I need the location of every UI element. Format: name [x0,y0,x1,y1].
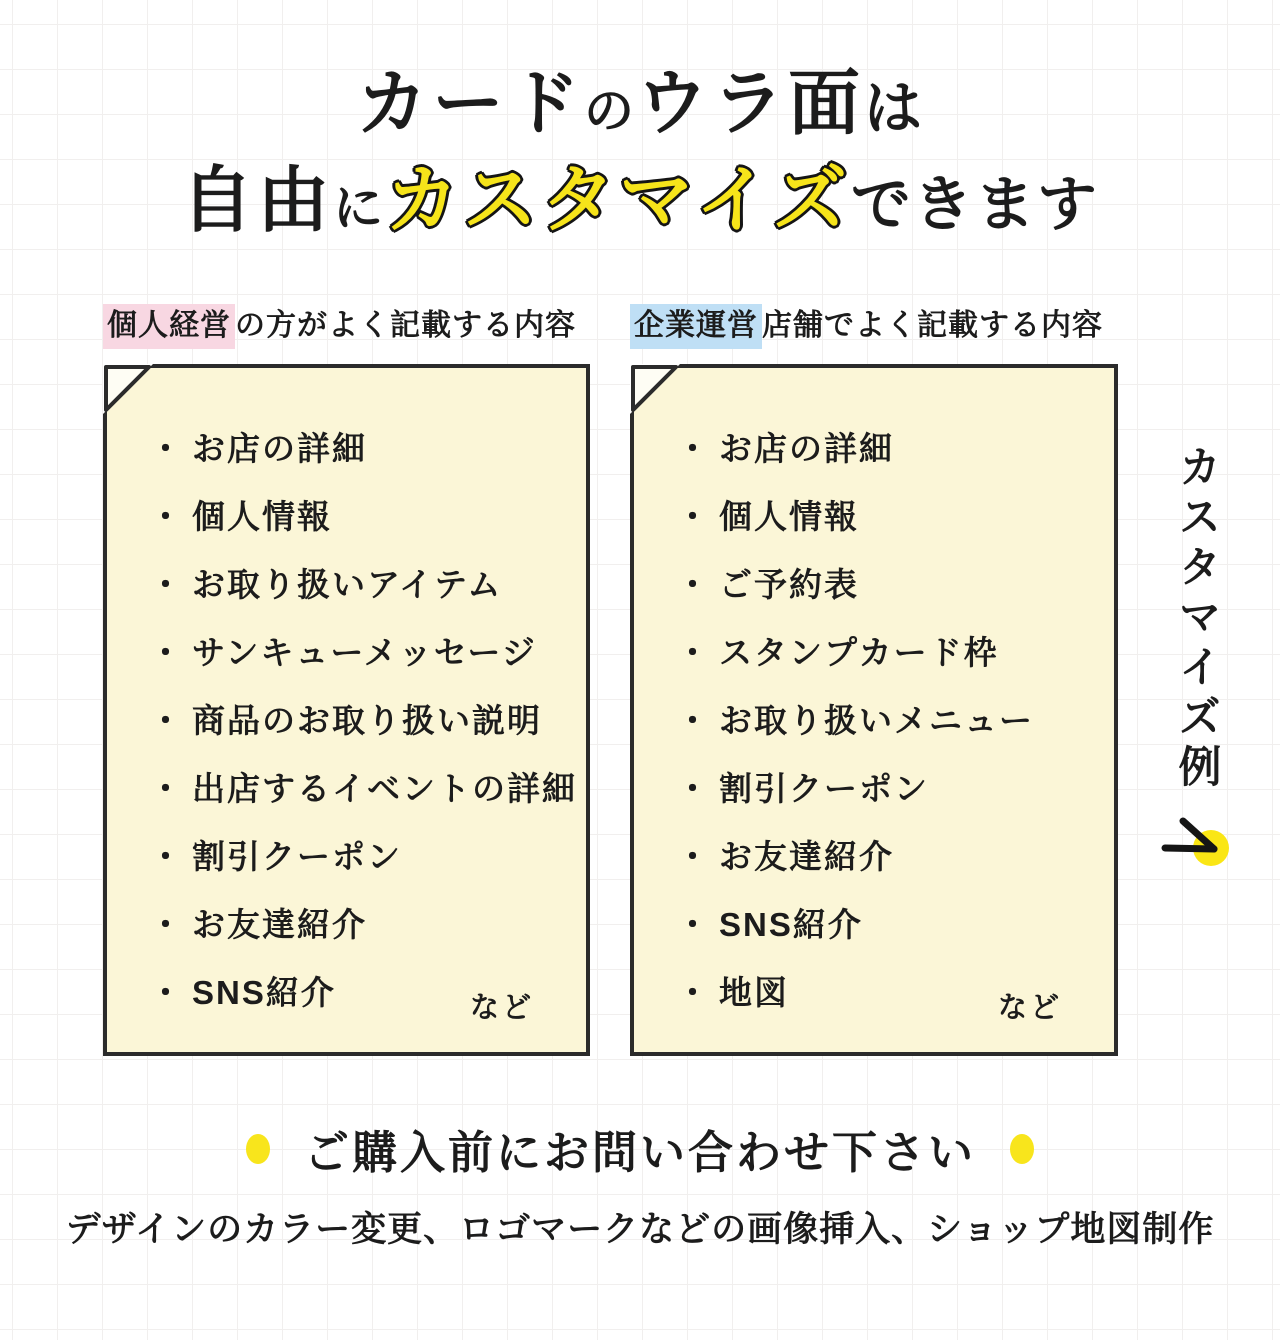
list-item: ・ SNS紹介 [676,888,1114,956]
list-item: ・ SNS紹介 [149,956,586,1024]
title-highlighted-word: カスタマイズ [385,157,851,241]
list-item: ・ 個人情報 [149,480,586,548]
list-item: ・ 出店するイベントの詳細 [149,752,586,820]
list-item: ・ 地図 [676,956,1114,1024]
list-item: ・ 割引クーポン [149,820,586,888]
folded-corner-icon [630,364,686,420]
footer-description: デザインのカラー変更、ロゴマークなどの画像挿入、ショップ地図制作 [65,1210,1215,1249]
company-column [630,300,1118,1056]
company-item-list [634,368,1114,1024]
down-right-arrow-icon [1161,812,1233,874]
list-item: ・ お店の詳細 [149,412,586,480]
list-item: ・ お友達紹介 [149,888,586,956]
personal-item-list [107,368,586,1024]
folded-corner-icon [103,364,159,420]
title-word: できます [850,170,1099,238]
yellow-dot-icon [246,1134,270,1164]
etc-label: など [997,992,1062,1024]
header-rest: の方がよく記載する内容 [235,309,576,342]
contact-line [0,1116,1280,1181]
note-box-personal [103,364,590,1056]
header-highlight-pink: 個人経営 [103,304,235,349]
customize-example-label: カスタマイズ例 [1172,444,1221,794]
list-item: ・ サンキューメッセージ [149,616,586,684]
list-item: ・ スタンプカード枠 [676,616,1114,684]
title-line-2 [0,152,1280,249]
list-item: ・ ご予約表 [676,548,1114,616]
list-item: ・ 商品のお取り扱い説明 [149,684,586,752]
personal-column-header [103,300,590,348]
title-word: ウラ面 [635,64,864,144]
list-item: ・ お取り扱いアイテム [149,548,586,616]
header-rest: 店舗でよく記載する内容 [762,309,1103,342]
customize-example-note [1152,444,1242,879]
yellow-dot-icon [1010,1134,1034,1164]
arrow-wrap [1152,812,1242,879]
personal-column [103,300,590,1056]
title-particle: は [864,76,925,141]
company-column-header [630,300,1118,348]
title-line-1 [0,58,1280,152]
list-item: ・ お店の詳細 [676,412,1114,480]
title-particle: に [333,179,386,236]
title-word: カード [355,64,584,144]
list-item: ・ お取り扱いメニュー [676,684,1114,752]
title-particle: の [583,83,636,139]
list-item: ・ 個人情報 [676,480,1114,548]
title-word: 自由 [181,160,334,241]
page-title [0,58,1280,248]
list-item: ・ お友達紹介 [676,820,1114,888]
list-item: ・ 割引クーポン [676,752,1114,820]
header-highlight-blue: 企業運営 [630,304,762,349]
note-box-company [630,364,1118,1056]
contact-text: ご購入前にお問い合わせ下さい [303,1127,976,1178]
etc-label: など [469,992,534,1024]
